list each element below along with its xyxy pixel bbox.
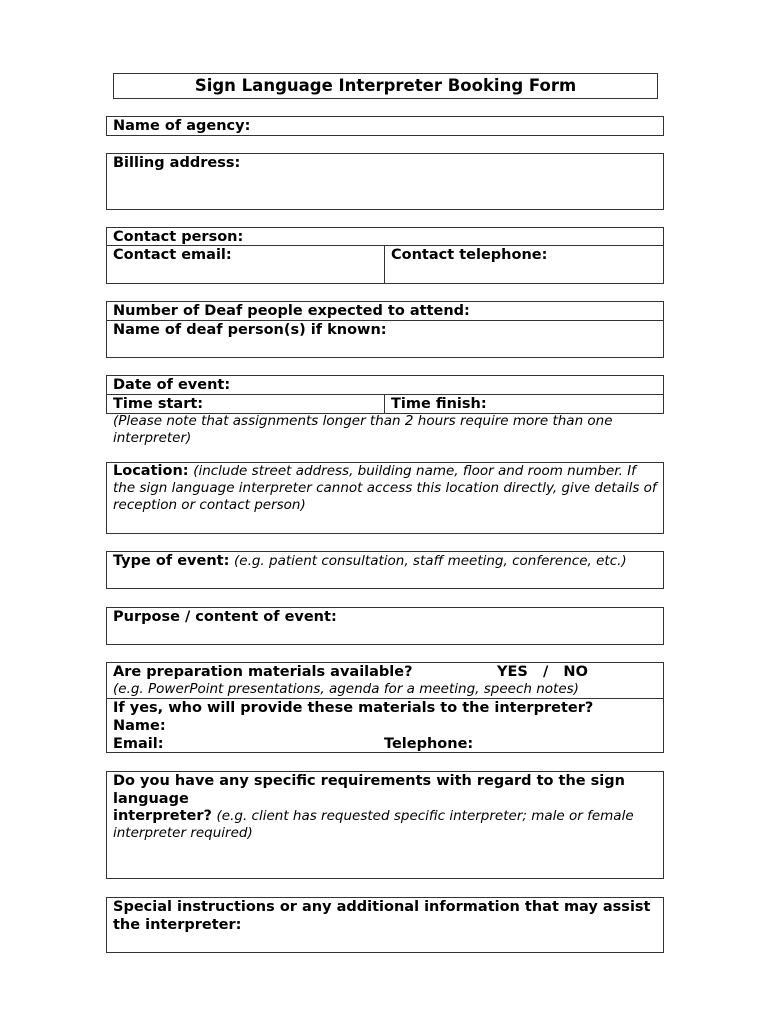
deaf-count-label: Number of Deaf people expected to attend: [113,303,470,319]
requirements-label: Do you have any specific requirements with regard to the sign language [113,773,625,807]
preparation-email-label: Email: [113,736,164,752]
preparation-yes-no-option[interactable]: YES / NO [497,664,588,680]
contact-email-label: Contact email: [113,247,232,263]
contact-person-label: Contact person: [113,229,244,245]
location-note: (include street address, building name, floor and room number. If the sign language interpreter cannot access this location directly, give details of reception or contact person) [113,463,657,513]
time-finish-label: Time finish: [391,396,487,412]
time-start-label: Time start: [113,396,204,412]
requirements-note: (e.g. client has requested specific interpreter; male or female interpreter required) [113,808,634,841]
time-column-divider [384,394,385,414]
requirements-label-continued: interpreter? [113,808,212,824]
event-date-label: Date of event: [113,377,231,393]
preparation-note: (e.g. PowerPoint presentations, agenda for a meeting, speech notes) [113,681,579,697]
billing-address-label: Billing address: [113,155,241,171]
event-type-note: (e.g. patient consultation, staff meeting, conference, etc.) [234,553,627,569]
preparation-name-label: Name: [113,718,166,734]
special-instructions-label: Special instructions or any additional information that may assist the interpreter: [113,899,651,933]
event-type-text [113,552,627,570]
form-title: Sign Language Interpreter Booking Form [113,73,658,99]
time-note: (Please note that assignments longer than 2 hours require more than one interpreter) [113,413,613,446]
deaf-names-label: Name of deaf person(s) if known: [113,322,387,338]
contact-telephone-label: Contact telephone: [391,247,548,263]
preparation-label: Are preparation materials available? [113,664,413,680]
location-label: Location: [113,463,189,479]
location-text [113,463,658,514]
agency-label: Name of agency: [113,118,251,134]
contact-column-divider [384,245,385,284]
preparation-provider-label: If yes, who will provide these materials to the interpreter? [113,700,594,716]
purpose-label: Purpose / content of event: [113,609,337,625]
requirements-text [113,808,658,842]
preparation-telephone-label: Telephone: [384,736,474,752]
event-type-label: Type of event: [113,553,230,569]
